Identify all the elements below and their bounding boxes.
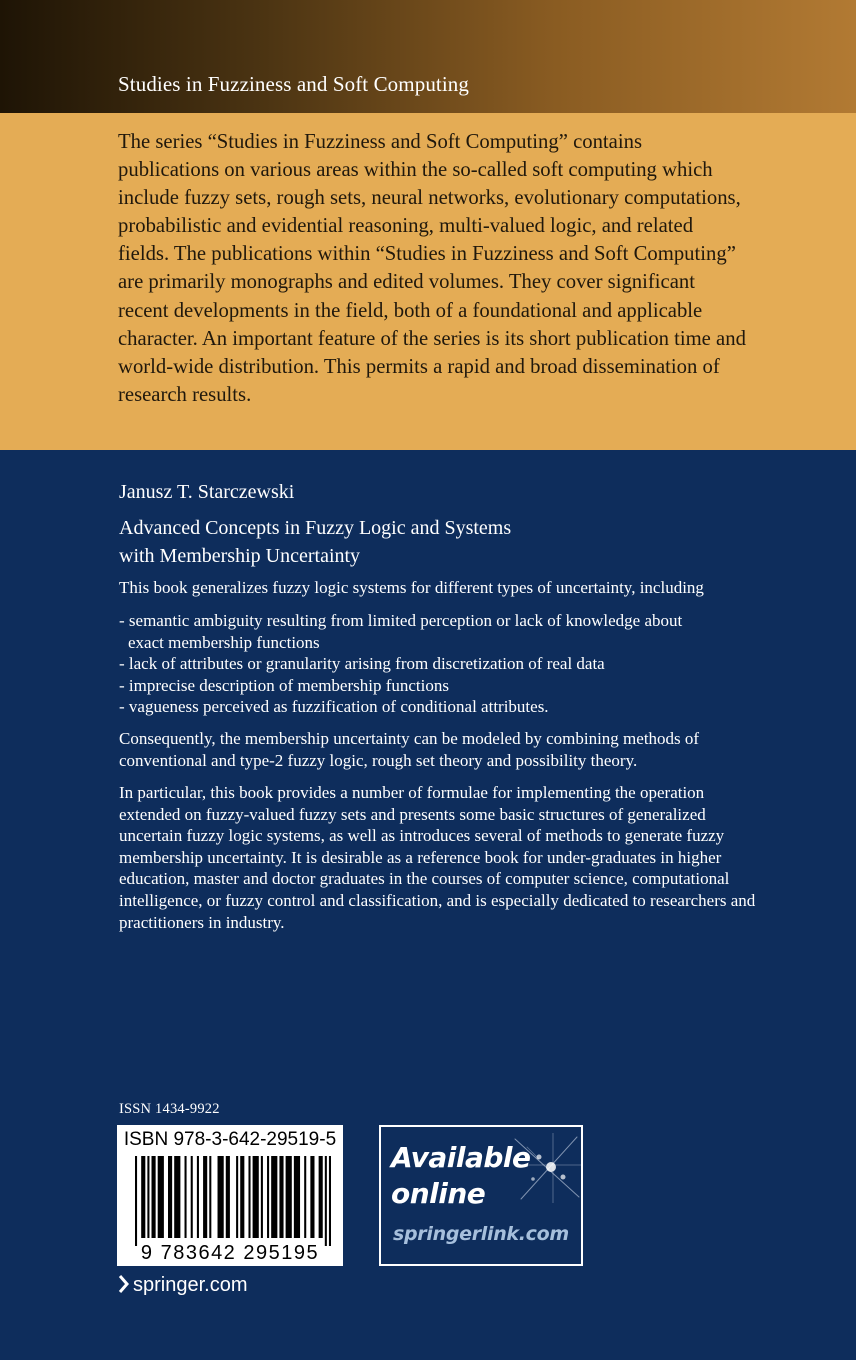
barcode-bar [168,1156,172,1238]
barcode-bar [325,1156,327,1246]
isbn-text: ISBN 978-3-642-29519-5 [123,1129,337,1150]
barcode-bar [147,1156,149,1238]
barcode-bar [240,1156,244,1238]
chevron-right-icon [118,1274,129,1294]
barcode-bar [218,1156,224,1238]
book-title-line-2: with Membership Uncertainty [119,545,361,567]
online-label: online [391,1177,486,1210]
book-title-line-1: Advanced Concepts in Fuzzy Logic and Systems [119,517,512,539]
springer-link[interactable] [118,1274,248,1297]
barcode-bar [310,1156,314,1238]
list-item: - lack of attributes or granularity arising from discretization of real data [119,654,605,674]
barcode-bar [319,1156,323,1238]
book-intro: This book generalizes fuzzy logic systems for different types of uncertainty, including [119,578,704,597]
available-online-badge[interactable] [379,1125,583,1266]
barcode-bar [209,1156,211,1238]
barcode-bar [271,1156,277,1238]
available-label: Available [391,1141,531,1174]
book-author: Janusz T. Starczewski [119,481,295,503]
springerlink-link[interactable]: springerlink.com [393,1223,569,1245]
barcode-bar [286,1156,292,1238]
barcode-bar [267,1156,269,1238]
book-paragraph-2: Consequently, the membership uncertainty can be modeled by combining methods of conventional and type-2 fuzzy logic, rough set theory and possibility theory. [119,729,700,770]
barcode-bar [141,1156,145,1238]
book-paragraph-3: In particular, this book provides a number of formulae for implementing the operation extended on fuzzy-valued fuzzy sets and presents some basic structures of generalized uncertain fuzzy logic systems, as well as introduces several of methods to generate fuzzy membership uncertainty. It is desirable as a reference book for under-graduates in higher education, master and doctor graduates in the courses of computer science, computational intelligence, or fuzzy control and classification, and is especially dedicated to researchers and practitioners in industry. [119,783,756,932]
ean-digits: 9 783642 295195 [140,1242,320,1264]
barcode-bar [329,1156,331,1246]
uncertainty-types-list [119,610,759,718]
series-title: Studies in Fuzziness and Soft Computing [118,72,469,96]
barcode-bar [197,1156,199,1238]
barcode-bar [135,1156,137,1246]
book-title [119,514,511,570]
barcode-bar [226,1156,230,1238]
series-description: The series “Studies in Fuzziness and Soft Computing” contains publications on various areas within the so-called soft computing which include fuzzy sets, rough sets, neural networks, evolutionary computations, probabilistic and evidential reasoning, multi-valued logic, and related fields. The publications within “Studies in Fuzziness and Soft Computing” are primarily monographs and edited volumes. They cover significant recent developments in the field, both of a foundational and applicable character. An important feature of the series is its short publication time and world-wide distribution. This permits a rapid and broad dissemination of research results. [118,131,746,406]
barcode-bar [261,1156,263,1238]
barcode-bar [248,1156,250,1238]
barcode-bar [236,1156,238,1238]
barcode-bar [253,1156,259,1238]
springer-site-label: springer.com [133,1274,248,1296]
barcode-bar [279,1156,283,1238]
barcode-bar [174,1156,180,1238]
barcode-bar [304,1156,306,1238]
barcode-bar [158,1156,164,1238]
barcode-bar [294,1156,300,1238]
list-item: - imprecise description of membership functions [119,675,449,695]
list-item-continuation: exact membership functions [128,632,320,652]
barcode-bar [185,1156,187,1238]
barcode-bar [152,1156,156,1238]
barcode-bars [135,1156,331,1246]
issn-label: ISSN 1434-9922 [119,1101,220,1117]
isbn-barcode [117,1125,343,1266]
barcode-bar [203,1156,207,1238]
list-item: - semantic ambiguity resulting from limited perception or lack of knowledge about [119,611,683,630]
list-item: - vagueness perceived as fuzzification of conditional attributes. [119,697,549,717]
barcode-bar [191,1156,193,1238]
